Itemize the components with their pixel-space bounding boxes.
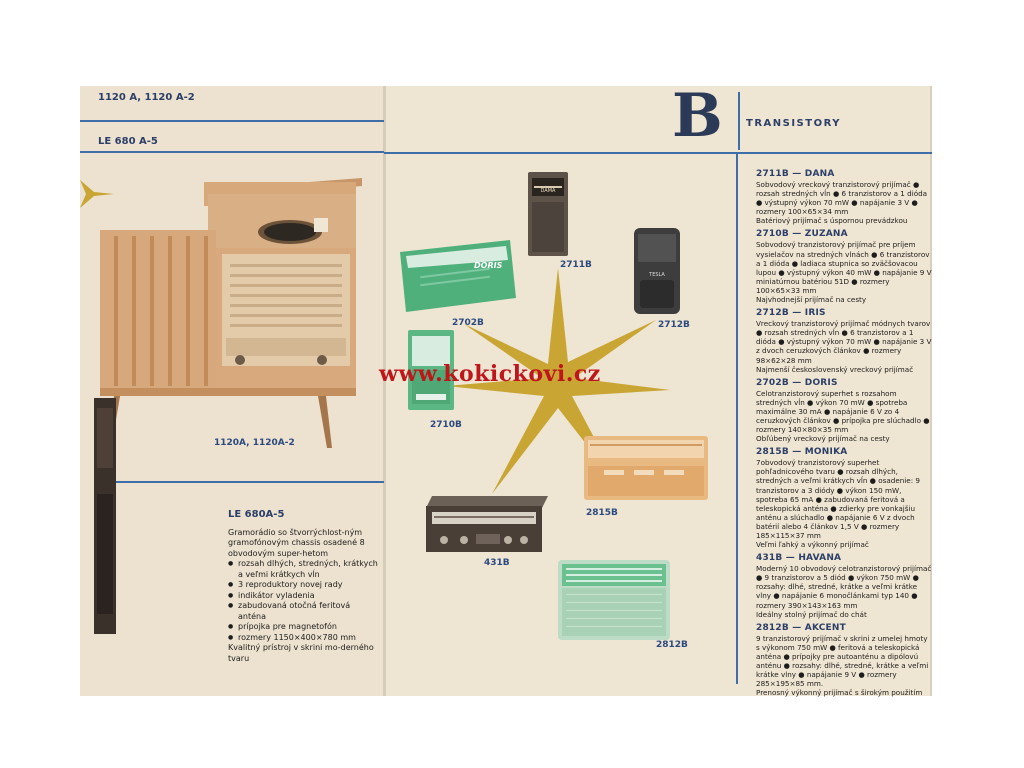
list-item: ● zabudovaná otočná feritová anténa: [228, 601, 378, 622]
list-item: ● prípojka pre magnetofón: [228, 622, 378, 633]
caption-2712b: 2712B: [658, 320, 690, 330]
entry-note: Veľmi ľahký a výkonný prijímač: [756, 540, 869, 550]
le680-title: LE 680A-5: [228, 509, 285, 520]
entry-body: Moderný 10 obvodový celotranzistorový prijímač ● 9 tranzistorov a 5 diód ● výkon 750 mW ● rozsahy: dlhé, stredné, krátke a veľmi krátke vlny ● napájanie 6 monočlánkami typ 140 ● rozmery 390×143×163 mm: [756, 564, 932, 610]
entry-body: Celotranzistorový superhet s rozsahom stredných vĺn ● výkon 70 mW ● spotreba maximálne 30 mA ● napájanie 6 V zo 4 ceruzkových článkov ● prípojka pre slúchadlo ● rozmery 140×80×35 mm: [756, 388, 930, 435]
entry-title: 2702B — DORIS: [756, 377, 838, 388]
entry-body: Sobvodový tranzistorový prijímač pre príjem vysielačov na stredných vlnách ● 6 tranzistorov a 1 dióda ● ladiaca stupnica so zväčšovacou lupou ● výstupný výkon 40 mW ● napájanie 9 V miniatúrnou batériou 51D ● rozmery 100×65×33 mm: [756, 240, 932, 295]
column-divider: [736, 152, 738, 684]
rule-left-top: [80, 120, 384, 122]
entry-doris: [756, 377, 932, 444]
entry-havana: [756, 552, 932, 619]
entry-zuzana: [756, 228, 932, 304]
entry-body: 9 tranzistorový prijímač v skrini z umelej hmoty s výkonom 750 mW ● feritová a teleskopická anténa ● prípojky pre autoanténu a dipólovú anténu ● rozsahy: dlhé, stredné, krátke a veľmi krátke vlny ● napájanie 9 V ● rozmery 285×195×85 mm.: [756, 633, 929, 689]
entry-note: Najmenší československý vreckový prijímač: [756, 364, 914, 374]
entry-note: Prenosný výkonný prijímač s širokým použitím: [756, 688, 923, 698]
entry-title: 431B — HAVANA: [756, 553, 842, 564]
heading-1120: 1120 A, 1120 A-2: [98, 92, 195, 103]
radio-2712b-image: [632, 228, 684, 318]
radio-2711b-image: [528, 172, 570, 258]
product-descriptions: [756, 168, 932, 698]
dama-logo-text: DAMA: [540, 188, 556, 194]
header-divider: [738, 92, 740, 150]
page-fold: [383, 86, 386, 696]
list-item: ● rozmery 1150×400×780 mm: [228, 633, 378, 644]
le680-description: [228, 510, 378, 664]
list-item: ● 3 reproduktory novej rady: [228, 580, 378, 591]
site-watermark: www.kokickovi.cz: [379, 361, 601, 387]
le680-intro: Gramorádio so štvorrýchlost-ným gramofónovým chassis osadené 8 obvodovým super-hetom: [228, 527, 365, 558]
caption-2711b: 2711B: [560, 260, 592, 270]
entry-body: 7obvodový tranzistorový superhet pohľadnicového tvaru ● rozsah dlhých, stredných a veľmi krátkych vĺn ● osadenie: 9 tranzistorov a 3 diódy ● výkon 150 mW, spotreba 65 mA ● zabudovaná feritová a teleskopická anténa ● zdierky pre vonkajšiu anténu a slúchadlo ● napájanie 6 V z dvoch batérií alebo 4 článkov 1,5 V ● rozmery 185×115×37 mm: [756, 458, 921, 540]
entry-note: Obľúbený vreckový prijímač na cesty: [756, 434, 890, 444]
entry-title: 2710B — ZUZANA: [756, 229, 848, 240]
caption-1120: 1120A, 1120A-2: [214, 438, 295, 448]
caption-2710b: 2710B: [430, 420, 462, 430]
entry-title: 2711B — DANA: [756, 169, 835, 179]
entry-note: Najvhodnejší prijímač na cesty: [756, 295, 867, 305]
le680-bullet-list: [228, 559, 378, 643]
entry-body: Sobvodový vreckový tranzistorový prijímač ● rozsah stredných vĺn ● 6 tranzistorov a 1 dióda ● výstupný výkon 70 mW ● napájanie 3 V ● rozmery 100×65×34 mm: [756, 180, 928, 217]
list-item: ● rozsah dlhých, stredných, krátkych a veľmi krátkych vĺn: [228, 559, 378, 580]
le680-cabinet-image: [94, 398, 116, 634]
entry-title: 2815B — MONIKA: [756, 447, 848, 458]
list-item: ● indikátor vyladenia: [228, 591, 378, 602]
entry-monika: [756, 446, 932, 549]
rule-right-top: [384, 152, 932, 154]
entry-title: 2712B — IRIS: [756, 308, 826, 319]
caption-2812b: 2812B: [656, 640, 688, 650]
entry-dana: [756, 168, 932, 225]
radiogram-1120-image: [100, 170, 362, 458]
doris-logo-text: DORIS: [474, 261, 503, 270]
entry-akcent: [756, 622, 932, 698]
section-title: TRANSISTORY: [746, 118, 841, 129]
caption-431b: 431B: [484, 558, 510, 568]
entry-iris: [756, 307, 932, 374]
rule-left-3: [116, 481, 384, 483]
heading-le680: LE 680 A-5: [98, 136, 158, 147]
caption-2702b: 2702B: [452, 318, 484, 328]
radio-431b-image: [424, 496, 548, 556]
tesla-logo-text: TESLA: [649, 272, 665, 278]
entry-note: Batériový prijímač s úspornou prevádzkou: [756, 216, 908, 226]
entry-note: Ideálny stolný prijímač do chát: [756, 609, 867, 619]
entry-title: 2812B — AKCENT: [756, 622, 846, 633]
section-letter: B: [672, 81, 723, 151]
caption-2815b: 2815B: [586, 508, 618, 518]
entry-body: Vreckový tranzistorový prijímač módnych tvarov ● rozsah stredných vĺn ● 6 tranzistorov a 1 dióda ● výstupný výkon 70 mW ● napájanie 3 V z dvoch ceruzkových článkov ● rozmery 98×62×28 mm: [756, 319, 932, 365]
radio-2702b-image: [400, 240, 516, 312]
le680-outro: Kvalitný prístroj v skrini mo-derného tvaru: [228, 643, 374, 663]
rule-left-2: [80, 151, 384, 153]
radio-2815b-image: [584, 432, 710, 502]
radio-2812b-image: [556, 556, 672, 642]
